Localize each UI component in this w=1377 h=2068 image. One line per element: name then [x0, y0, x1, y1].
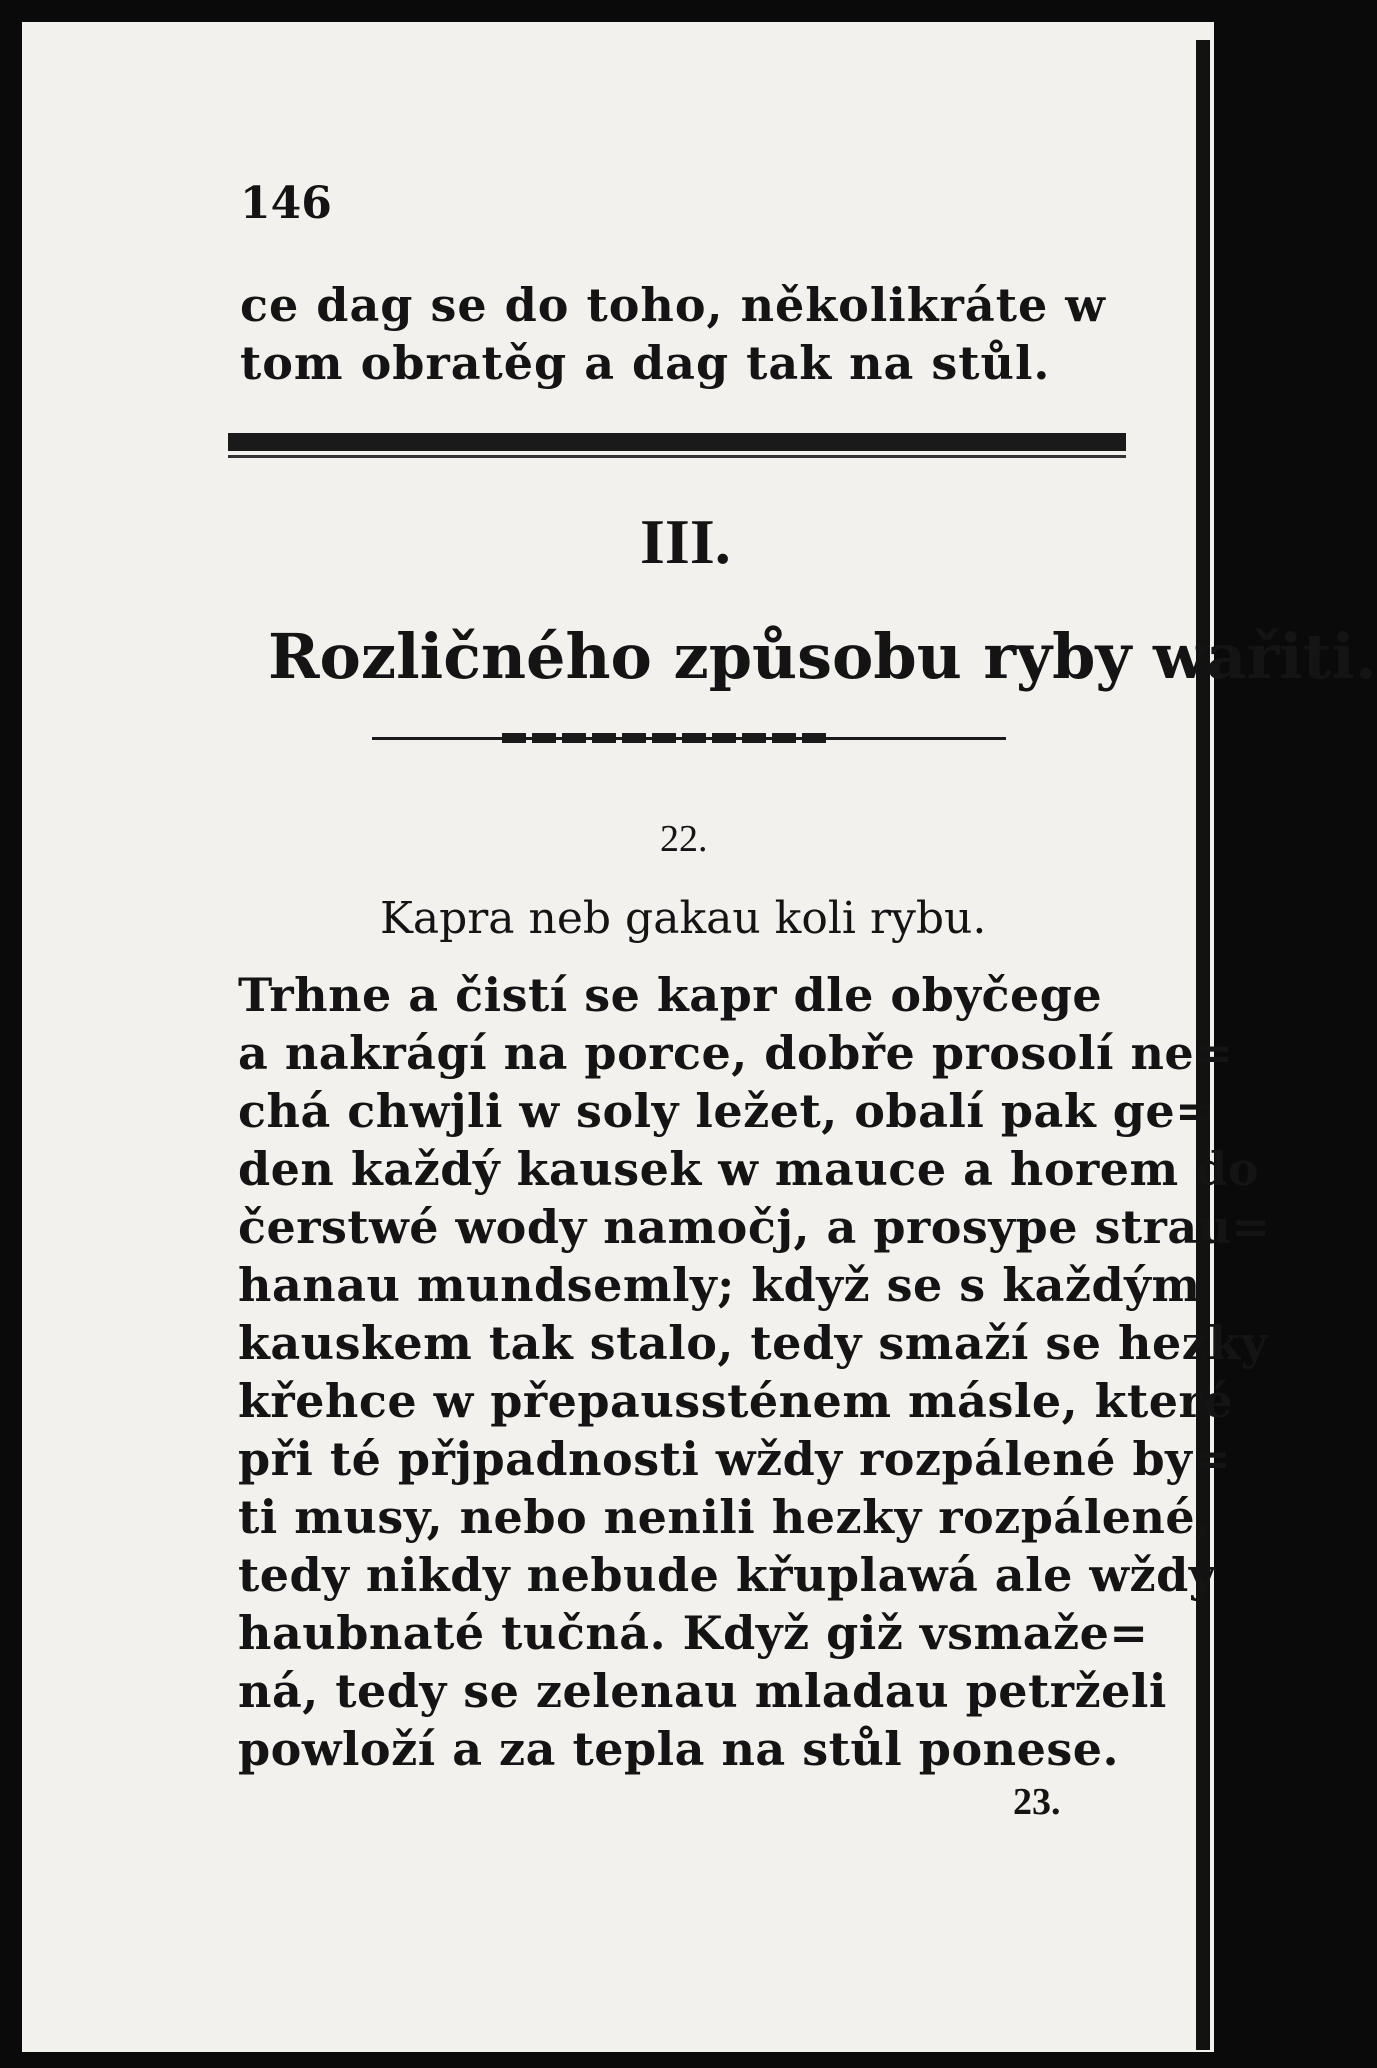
body-line: ná, tedy se zelenau mladau petrželi	[238, 1664, 1167, 1718]
body-line: tedy nikdy nebude křuplawá ale wždy	[238, 1548, 1216, 1602]
body-line: den každý kausek w mauce a horem do	[238, 1142, 1260, 1196]
continuation-line-2: tom obratěg a dag tak na stůl.	[240, 336, 1051, 390]
section-title: Rozličného způsobu ryby wařiti.	[268, 620, 1377, 693]
page-number: 146	[240, 178, 332, 229]
continuation-line-1: ce dag se do toho, několikráte w	[240, 278, 1106, 332]
body-line: haubnaté tučná. Když giž vsmaže=	[238, 1606, 1149, 1660]
section-divider-underline	[228, 455, 1126, 458]
body-line: chá chwjli w soly ležet, obalí pak ge=	[238, 1084, 1215, 1138]
body-line: čerstwé wody namočj, a prosype strau=	[238, 1200, 1271, 1254]
catchword: 23.	[1013, 1781, 1061, 1823]
recipe-number: 22.	[660, 818, 708, 860]
body-line: kauskem tak stalo, tedy smaží se hezky	[238, 1316, 1268, 1370]
body-line: Trhne a čistí se kapr dle obyčege	[238, 968, 1103, 1022]
body-line: při té přjpadnosti wždy rozpálené by=	[238, 1432, 1232, 1486]
body-line: ti musy, nebo nenili hezky rozpálené,	[238, 1490, 1212, 1544]
body-line: křehce w přepaussténem másle, které	[238, 1374, 1234, 1428]
body-line: powloží a za tepla na stůl ponese.	[238, 1722, 1120, 1776]
body-line: hanau mundsemly; když se s každým	[238, 1258, 1201, 1312]
ornament-divider	[372, 733, 1006, 743]
section-divider-rule	[228, 433, 1126, 451]
section-number: III.	[640, 506, 731, 577]
ornament-pattern	[502, 733, 832, 743]
recipe-title: Kapra neb gakau koli rybu.	[380, 893, 987, 944]
body-line: a nakrágí na porce, dobře prosolí ne=	[238, 1026, 1234, 1080]
